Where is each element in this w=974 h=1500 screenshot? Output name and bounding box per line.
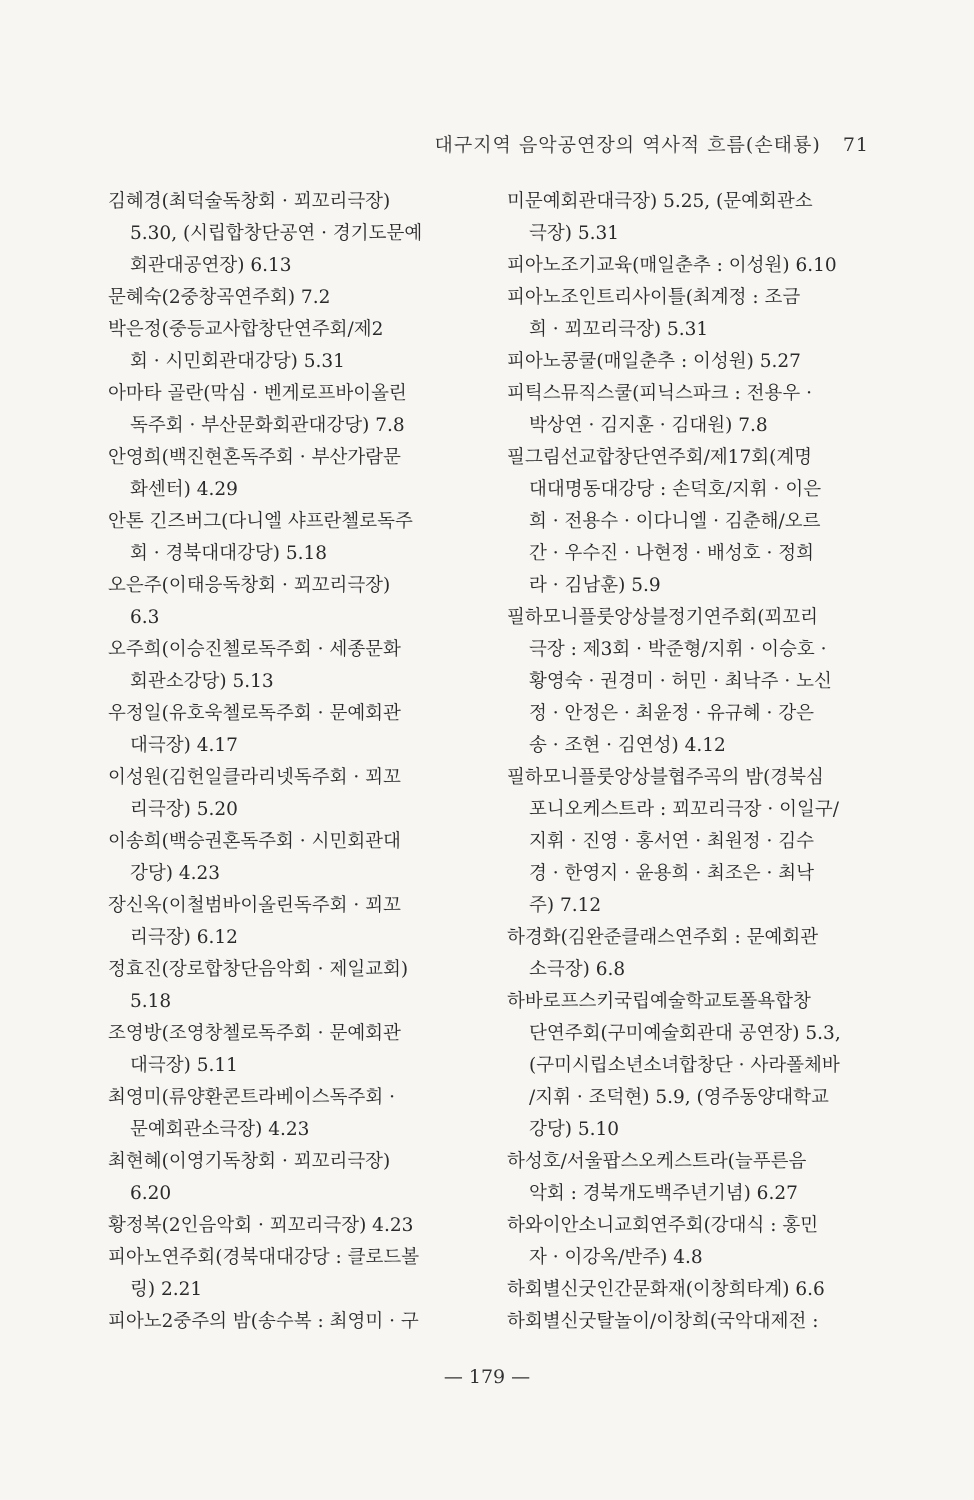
- index-entry: 오은주(이태응독창회 · 꾀꼬리극장) 6.3: [108, 575, 391, 628]
- index-entry: 하와이안소니교회연주회(강대식 : 홍민 자 · 이강옥/반주) 4.8: [507, 1215, 819, 1268]
- index-entry: 박은정(중등교사합창단연주회/제2 회 · 시민회관대강당) 5.31: [108, 319, 384, 372]
- index-entry: 하경화(김완준클래스연주회 : 문예회관 소극장) 6.8: [507, 927, 819, 980]
- index-entry: 최현혜(이영기독창회 · 꾀꼬리극장) 6.20: [108, 1151, 391, 1204]
- index-entry: 조영방(조영창첼로독주회 · 문예회관 대극장) 5.11: [108, 1023, 401, 1076]
- index-entry: 하회별신굿탈놀이/이창희(국악대제전 :: [507, 1311, 819, 1332]
- index-entry: 장신옥(이철범바이올린독주회 · 꾀꼬 리극장) 6.12: [108, 895, 401, 948]
- index-entry: 필하모니플룻앙상블정기연주회(꾀꼬리 극장 : 제3회 · 박준형/지휘 · 이승호 · 황영숙 · 권경미 · 허민 · 최낙주 · 노신 정 · 안정은 · 최윤정 · 유규혜 · 강은 송 · 조현 · 김연성) 4.12: [507, 607, 832, 756]
- header-page-number: 71: [842, 134, 869, 156]
- index-entry: 이송희(백승권혼독주회 · 시민회관대 강당) 4.23: [108, 831, 401, 884]
- index-entry: 안톤 긴즈버그(다니엘 샤프란첼로독주 회 · 경북대대강당) 5.18: [108, 511, 413, 564]
- index-entry: 이성원(김헌일클라리넷독주회 · 꾀꼬 리극장) 5.20: [108, 767, 401, 820]
- index-entry: 필하모니플룻앙상블협주곡의 밤(경북심 포니오케스트라 : 꾀꼬리극장 · 이일구/ 지휘 · 진영 · 홍서연 · 최원정 · 김수 경 · 한영지 · 윤용희 · 최조은 · 최낙 주) 7.12: [507, 767, 839, 916]
- index-entry: 피아노조기교육(매일춘추 : 이성원) 6.10: [507, 255, 837, 276]
- index-entry: 하회별신굿인간문화재(이창희타계) 6.6: [507, 1279, 825, 1300]
- index-entry: 황정복(2인음악회 · 꾀꼬리극장) 4.23: [108, 1215, 414, 1236]
- index-entry: 안영희(백진현혼독주회 · 부산가람문 화센터) 4.29: [108, 447, 401, 500]
- index-entry: 우정일(유호욱첼로독주회 · 문예회관 대극장) 4.17: [108, 703, 401, 756]
- index-entry: 김혜경(최덕술독창회 · 꾀꼬리극장) 5.30, (시립합창단공연 · 경기도문예 회관대공연장) 6.13: [108, 191, 423, 276]
- index-entry: 정효진(장로합창단음악회 · 제일교회) 5.18: [108, 959, 409, 1012]
- index-entry: 하성호/서울팝스오케스트라(늘푸른음 악회 : 경북개도백주년기념) 6.27: [507, 1151, 807, 1204]
- index-entry: 피아노조인트리사이틀(최계정 : 조금 희 · 꾀꼬리극장) 5.31: [507, 287, 801, 340]
- index-entry: 피아노연주회(경북대대강당 : 클로드볼 링) 2.21: [108, 1247, 420, 1300]
- index-entry: 피틱스뮤직스쿨(피닉스파크 : 전용우 · 박상연 · 김지훈 · 김대원) 7.8: [507, 383, 813, 436]
- footer-page-number: — 179 —: [443, 1366, 531, 1388]
- index-entry: 오주희(이승진첼로독주회 · 세종문화 회관소강당) 5.13: [108, 639, 401, 692]
- running-header: [434, 130, 869, 157]
- index-entry: 문혜숙(2중창곡연주회) 7.2: [108, 287, 331, 308]
- left-column: [108, 186, 483, 1338]
- index-entry: 미문예회관대극장) 5.25, (문예회관소 극장) 5.31: [507, 191, 813, 244]
- index-entry: 피아노2중주의 밤(송수복 : 최영미 · 구: [108, 1311, 419, 1332]
- index-entry: 최영미(류양환콘트라베이스독주회 · 문예회관소극장) 4.23: [108, 1087, 396, 1140]
- right-column: [507, 186, 882, 1338]
- index-entry: 하바로프스키국립예술학교토폴욕합창 단연주회(구미예술회관대 공연장) 5.3, (구미시립소년소녀합창단 · 사라폴체바 /지휘 · 조덕현) 5.9, (영주동양대학교 강당) 5.10: [507, 991, 841, 1140]
- index-entry: 아마타 골란(막심 · 벤게로프바이올린 독주회 · 부산문화회관대강당) 7.8: [108, 383, 407, 436]
- index-entry: 필그림선교합창단연주회/제17회(계명 대대명동대강당 : 손덕호/지휘 · 이은 희 · 전용수 · 이다니엘 · 김춘해/오르 간 · 우수진 · 나현정 · 배성호 · 정희 라 · 김남훈) 5.9: [507, 447, 822, 596]
- header-title: 대구지역 음악공연장의 역사적 흐름(손태룡): [434, 134, 821, 156]
- index-entry: 피아노콩쿨(매일춘추 : 이성원) 5.27: [507, 351, 801, 372]
